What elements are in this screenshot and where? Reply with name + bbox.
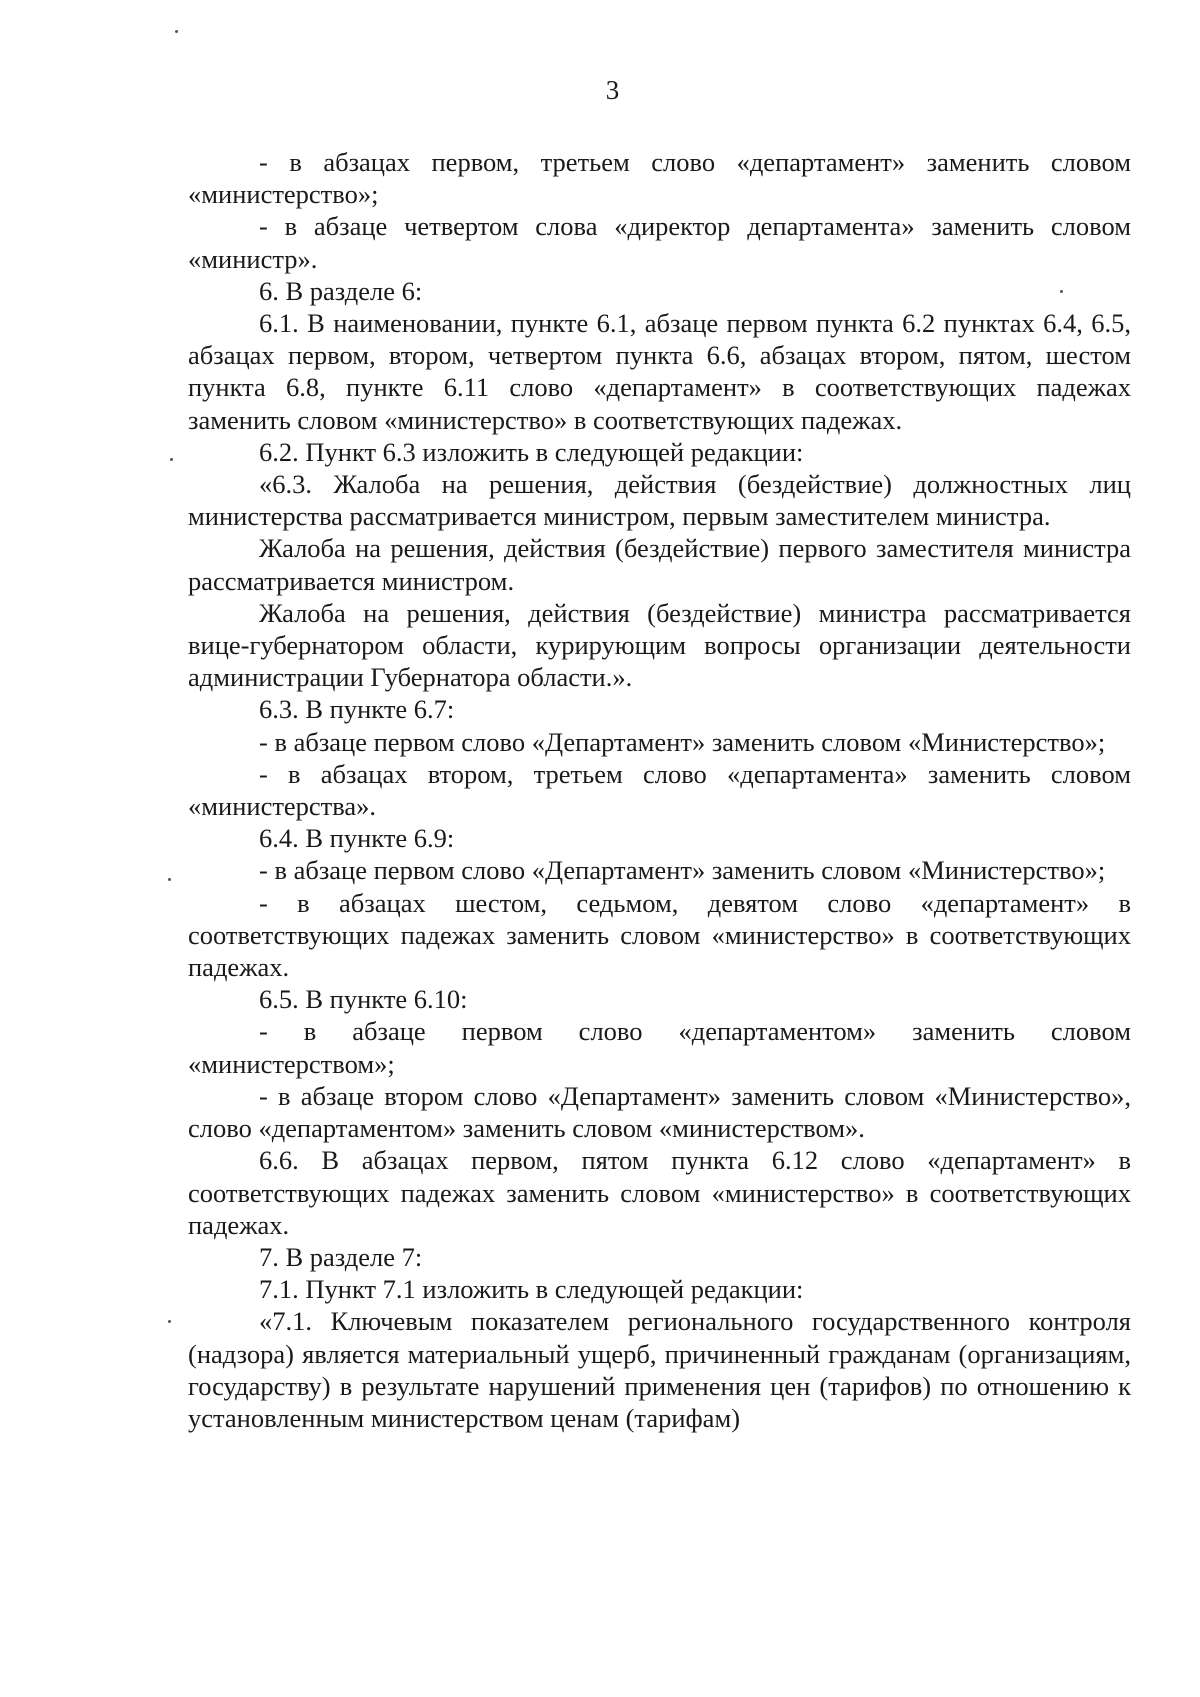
paragraph: 6.2. Пункт 6.3 изложить в следующей редакции:	[259, 436, 804, 467]
paragraph: Жалоба на решения, действия (бездействие) министра рассматривается вице-губернатором области, курирующим вопросы организации деятельности администрации Губернатора области.».	[188, 597, 1131, 693]
paragraph: - в абзаце первом слово «департаментом» заменить словом «министерством»;	[188, 1016, 1131, 1079]
paragraph: - в абзацах втором, третьем слово «департамента» заменить словом «министерства».	[188, 758, 1131, 822]
paragraph: «7.1. Ключевым показателем регионального государственного контроля (надзора) является материальный ущерб, причиненный гражданам (организациям, государству) в результате нарушений применения цен (тарифов) по отношению к установленным министерством ценам (тарифам)	[188, 1306, 1131, 1433]
paragraph: Жалоба на решения, действия (бездействие) первого заместителя министра рассматривается министром.	[188, 533, 1131, 596]
document-body	[188, 146, 1131, 1434]
paragraph: - в абзацах шестом, седьмом, девятом слово «департамент» в соответствующих падежах заменить словом «министерство» в соответствующих падежах.	[188, 887, 1131, 983]
paragraph: 6.1. В наименовании, пункте 6.1, абзаце первом пункта 6.2 пунктах 6.4, 6.5, абзацах первом, втором, четвертом пункта 6.6, абзацах втором, пятом, шестом пункта 6.8, пункте 6.11 слово «департамент» в соответствующих падежах заменить словом «министерство» в соответствующих падежах.	[188, 308, 1131, 435]
paragraph: - в абзаце четвертом слова «директор департамента» заменить словом «министр».	[188, 211, 1131, 274]
paragraph: 6.6. В абзацах первом, пятом пункта 6.12 слово «департамент» в соответствующих падежах заменить словом «министерство» в соответствующих падежах.	[188, 1145, 1131, 1240]
paragraph: 6. В разделе 6:	[259, 275, 423, 306]
scan-speck	[1060, 290, 1063, 293]
paragraph: - в абзаце первом слово «Департамент» заменить словом «Министерство»;	[259, 726, 1106, 757]
paragraph: - в абзаце втором слово «Департамент» заменить словом «Министерство», слово «департаментом» заменить словом «министерством».	[188, 1080, 1131, 1144]
scan-speck	[168, 1320, 171, 1323]
paragraph: - в абзацах первом, третьем слово «департамент» заменить словом «министерство»;	[188, 147, 1131, 210]
paragraph: «6.3. Жалоба на решения, действия (бездействие) должностных лиц министерства рассматривается министром, первым заместителем министра.	[188, 469, 1131, 532]
paragraph: 7.1. Пункт 7.1 изложить в следующей редакции:	[259, 1274, 804, 1305]
scan-speck	[175, 30, 178, 33]
paragraph: 6.3. В пункте 6.7:	[259, 694, 455, 725]
paragraph: 7. В разделе 7:	[259, 1241, 423, 1272]
paragraph: - в абзаце первом слово «Департамент» заменить словом «Министерство»;	[259, 855, 1106, 886]
paragraph: 6.4. В пункте 6.9:	[259, 823, 455, 854]
paragraph: 6.5. В пункте 6.10:	[259, 984, 468, 1015]
scan-speck	[170, 458, 173, 461]
page-number: 3	[605, 75, 620, 105]
scan-speck	[168, 878, 171, 881]
